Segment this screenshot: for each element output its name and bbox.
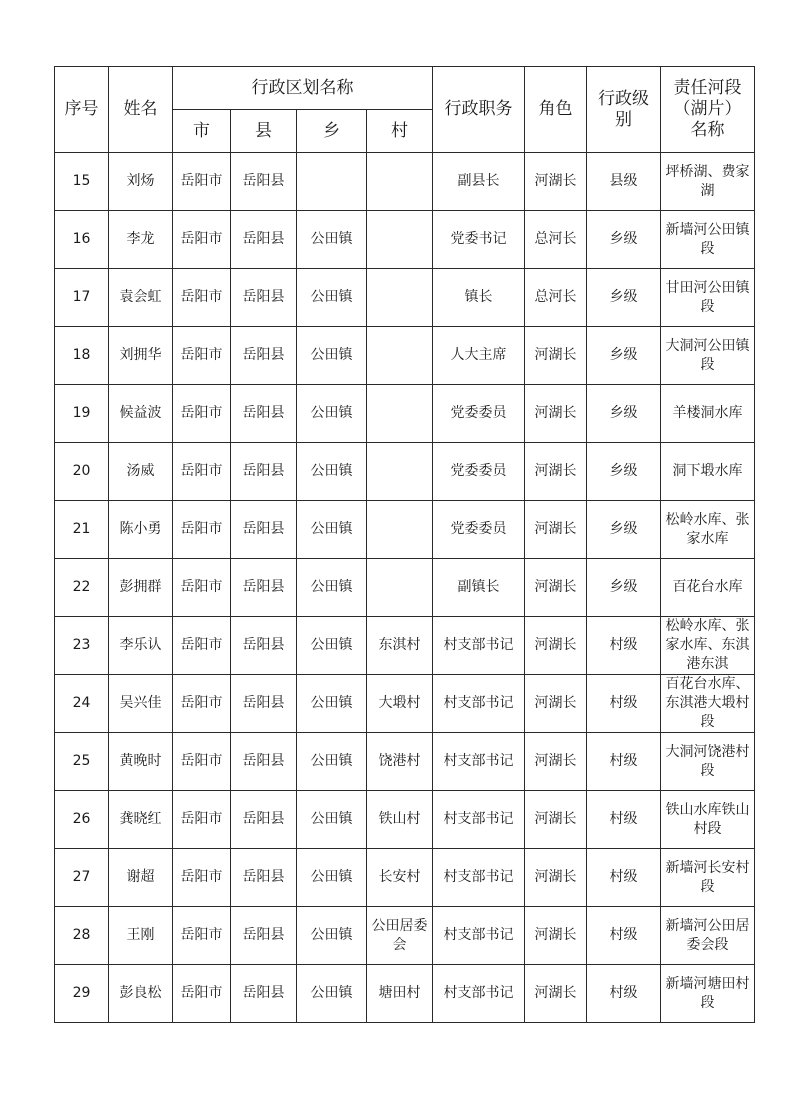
- cell-index: 29: [55, 965, 109, 1023]
- table-row: [55, 617, 755, 675]
- cell-role: 河湖长: [525, 153, 587, 211]
- cell-segment: 百花台水库、东淇港大塅村段: [661, 675, 755, 733]
- cell-township: 公田镇: [297, 385, 367, 443]
- cell-city: 岳阳市: [173, 733, 231, 791]
- table-row: [55, 733, 755, 791]
- cell-county: 岳阳县: [231, 501, 297, 559]
- cell-index: 23: [55, 617, 109, 675]
- cell-county: 岳阳县: [231, 443, 297, 501]
- cell-county: 岳阳县: [231, 153, 297, 211]
- cell-name: 谢超: [109, 849, 173, 907]
- cell-township: 公田镇: [297, 791, 367, 849]
- header-segment: [661, 67, 755, 153]
- cell-index: 19: [55, 385, 109, 443]
- cell-level: 乡级: [587, 443, 661, 501]
- cell-segment: 大洞河公田镇段: [661, 327, 755, 385]
- cell-segment: 松岭水库、张家水库、东淇港东淇: [661, 617, 755, 675]
- cell-county: 岳阳县: [231, 965, 297, 1023]
- cell-role: 河湖长: [525, 965, 587, 1023]
- cell-segment: 百花台水库: [661, 559, 755, 617]
- header-name: 姓名: [109, 67, 173, 153]
- table-row: [55, 849, 755, 907]
- river-chief-table: [54, 66, 755, 1023]
- cell-level: 村级: [587, 907, 661, 965]
- cell-county: 岳阳县: [231, 385, 297, 443]
- cell-name: 陈小勇: [109, 501, 173, 559]
- cell-city: 岳阳市: [173, 617, 231, 675]
- cell-city: 岳阳市: [173, 501, 231, 559]
- header-role: 角色: [525, 67, 587, 153]
- header-city: 市: [173, 110, 231, 153]
- cell-name: 候益波: [109, 385, 173, 443]
- cell-name: 吴兴佳: [109, 675, 173, 733]
- cell-county: 岳阳县: [231, 675, 297, 733]
- cell-position: 人大主席: [433, 327, 525, 385]
- cell-level: 乡级: [587, 501, 661, 559]
- cell-index: 26: [55, 791, 109, 849]
- cell-level: 乡级: [587, 385, 661, 443]
- cell-level: 村级: [587, 733, 661, 791]
- table-row: [55, 965, 755, 1023]
- cell-county: 岳阳县: [231, 327, 297, 385]
- cell-city: 岳阳市: [173, 153, 231, 211]
- cell-position: 镇长: [433, 269, 525, 327]
- cell-city: 岳阳市: [173, 559, 231, 617]
- table-row: [55, 153, 755, 211]
- header-segment-line2: （湖片）: [673, 99, 742, 119]
- cell-index: 18: [55, 327, 109, 385]
- header-position: 行政职务: [433, 67, 525, 153]
- cell-city: 岳阳市: [173, 327, 231, 385]
- header-index: 序号: [55, 67, 109, 153]
- table-row: [55, 791, 755, 849]
- header-level: [587, 67, 661, 153]
- table-row: [55, 443, 755, 501]
- cell-name: 刘炀: [109, 153, 173, 211]
- cell-city: 岳阳市: [173, 675, 231, 733]
- cell-city: 岳阳市: [173, 385, 231, 443]
- cell-name: 彭拥群: [109, 559, 173, 617]
- cell-index: 27: [55, 849, 109, 907]
- cell-index: 20: [55, 443, 109, 501]
- cell-position: 副镇长: [433, 559, 525, 617]
- cell-role: 总河长: [525, 269, 587, 327]
- table-row: [55, 385, 755, 443]
- cell-township: 公田镇: [297, 617, 367, 675]
- cell-segment: 新墙河公田居委会段: [661, 907, 755, 965]
- cell-index: 21: [55, 501, 109, 559]
- table-row: [55, 907, 755, 965]
- cell-name: 李龙: [109, 211, 173, 269]
- cell-segment: 羊楼洞水库: [661, 385, 755, 443]
- cell-position: 村支部书记: [433, 617, 525, 675]
- cell-position: 党委委员: [433, 443, 525, 501]
- cell-role: 河湖长: [525, 501, 587, 559]
- cell-village: 大塅村: [367, 675, 433, 733]
- cell-township: 公田镇: [297, 443, 367, 501]
- cell-village: [367, 501, 433, 559]
- cell-village: 塘田村: [367, 965, 433, 1023]
- cell-name: 汤威: [109, 443, 173, 501]
- cell-role: 河湖长: [525, 907, 587, 965]
- header-region: 行政区划名称: [173, 67, 433, 110]
- header-village: 村: [367, 110, 433, 153]
- cell-index: 15: [55, 153, 109, 211]
- cell-level: 乡级: [587, 211, 661, 269]
- cell-city: 岳阳市: [173, 443, 231, 501]
- cell-role: 河湖长: [525, 385, 587, 443]
- cell-index: 16: [55, 211, 109, 269]
- cell-level: 村级: [587, 791, 661, 849]
- table-row: [55, 675, 755, 733]
- cell-township: 公田镇: [297, 501, 367, 559]
- cell-village: [367, 153, 433, 211]
- cell-position: 党委委员: [433, 501, 525, 559]
- cell-county: 岳阳县: [231, 617, 297, 675]
- cell-village: [367, 559, 433, 617]
- cell-position: 村支部书记: [433, 733, 525, 791]
- cell-village: [367, 269, 433, 327]
- cell-county: 岳阳县: [231, 733, 297, 791]
- header-segment-line1: 责任河段: [673, 78, 742, 98]
- cell-position: 村支部书记: [433, 791, 525, 849]
- cell-name: 彭良松: [109, 965, 173, 1023]
- cell-township: 公田镇: [297, 849, 367, 907]
- cell-index: 25: [55, 733, 109, 791]
- cell-role: 河湖长: [525, 849, 587, 907]
- cell-village: 长安村: [367, 849, 433, 907]
- cell-township: 公田镇: [297, 327, 367, 385]
- cell-segment: 新墙河公田镇段: [661, 211, 755, 269]
- cell-county: 岳阳县: [231, 791, 297, 849]
- cell-segment: 松岭水库、张家水库: [661, 501, 755, 559]
- table-row: [55, 327, 755, 385]
- cell-township: 公田镇: [297, 269, 367, 327]
- cell-role: 河湖长: [525, 675, 587, 733]
- cell-position: 党委书记: [433, 211, 525, 269]
- cell-segment: 铁山水库铁山村段: [661, 791, 755, 849]
- cell-index: 24: [55, 675, 109, 733]
- cell-county: 岳阳县: [231, 907, 297, 965]
- cell-city: 岳阳市: [173, 965, 231, 1023]
- cell-role: 河湖长: [525, 617, 587, 675]
- cell-village: 东淇村: [367, 617, 433, 675]
- cell-township: 公田镇: [297, 559, 367, 617]
- cell-township: 公田镇: [297, 211, 367, 269]
- cell-index: 22: [55, 559, 109, 617]
- cell-village: [367, 443, 433, 501]
- cell-segment: 新墙河长安村段: [661, 849, 755, 907]
- cell-position: 村支部书记: [433, 965, 525, 1023]
- cell-level: 乡级: [587, 327, 661, 385]
- cell-role: 总河长: [525, 211, 587, 269]
- cell-name: 袁会虹: [109, 269, 173, 327]
- cell-village: 公田居委会: [367, 907, 433, 965]
- cell-role: 河湖长: [525, 559, 587, 617]
- cell-county: 岳阳县: [231, 849, 297, 907]
- cell-position: 村支部书记: [433, 907, 525, 965]
- cell-name: 李乐认: [109, 617, 173, 675]
- cell-township: 公田镇: [297, 907, 367, 965]
- cell-village: 铁山村: [367, 791, 433, 849]
- table-row: [55, 269, 755, 327]
- header-county: 县: [231, 110, 297, 153]
- cell-segment: 坪桥湖、费家湖: [661, 153, 755, 211]
- table-row: [55, 501, 755, 559]
- cell-village: [367, 211, 433, 269]
- cell-city: 岳阳市: [173, 269, 231, 327]
- table-row: [55, 559, 755, 617]
- cell-segment: 甘田河公田镇段: [661, 269, 755, 327]
- header-level-line2: 别: [615, 109, 632, 130]
- cell-name: 黄晚时: [109, 733, 173, 791]
- table-body: [55, 153, 755, 1023]
- cell-village: [367, 327, 433, 385]
- cell-index: 28: [55, 907, 109, 965]
- cell-city: 岳阳市: [173, 849, 231, 907]
- cell-name: 刘拥华: [109, 327, 173, 385]
- cell-township: 公田镇: [297, 733, 367, 791]
- cell-position: 副县长: [433, 153, 525, 211]
- table-header: [55, 67, 755, 153]
- cell-level: 乡级: [587, 269, 661, 327]
- cell-segment: 洞下塅水库: [661, 443, 755, 501]
- cell-role: 河湖长: [525, 733, 587, 791]
- cell-township: 公田镇: [297, 965, 367, 1023]
- cell-city: 岳阳市: [173, 211, 231, 269]
- cell-level: 县级: [587, 153, 661, 211]
- cell-level: 村级: [587, 675, 661, 733]
- cell-township: 公田镇: [297, 675, 367, 733]
- cell-county: 岳阳县: [231, 211, 297, 269]
- cell-role: 河湖长: [525, 327, 587, 385]
- cell-county: 岳阳县: [231, 269, 297, 327]
- cell-county: 岳阳县: [231, 559, 297, 617]
- cell-role: 河湖长: [525, 443, 587, 501]
- cell-village: 饶港村: [367, 733, 433, 791]
- cell-position: 党委委员: [433, 385, 525, 443]
- cell-village: [367, 385, 433, 443]
- cell-role: 河湖长: [525, 791, 587, 849]
- cell-township: [297, 153, 367, 211]
- cell-city: 岳阳市: [173, 907, 231, 965]
- cell-name: 龚晓红: [109, 791, 173, 849]
- cell-segment: 新墙河塘田村段: [661, 965, 755, 1023]
- cell-index: 17: [55, 269, 109, 327]
- cell-position: 村支部书记: [433, 849, 525, 907]
- cell-name: 王刚: [109, 907, 173, 965]
- cell-level: 村级: [587, 849, 661, 907]
- header-segment-line3: 名称: [690, 120, 725, 140]
- cell-city: 岳阳市: [173, 791, 231, 849]
- header-township: 乡: [297, 110, 367, 153]
- cell-segment: 大洞河饶港村段: [661, 733, 755, 791]
- cell-level: 村级: [587, 965, 661, 1023]
- header-level-line1: 行政级: [598, 88, 649, 109]
- cell-level: 村级: [587, 617, 661, 675]
- table-row: [55, 211, 755, 269]
- cell-position: 村支部书记: [433, 675, 525, 733]
- cell-level: 乡级: [587, 559, 661, 617]
